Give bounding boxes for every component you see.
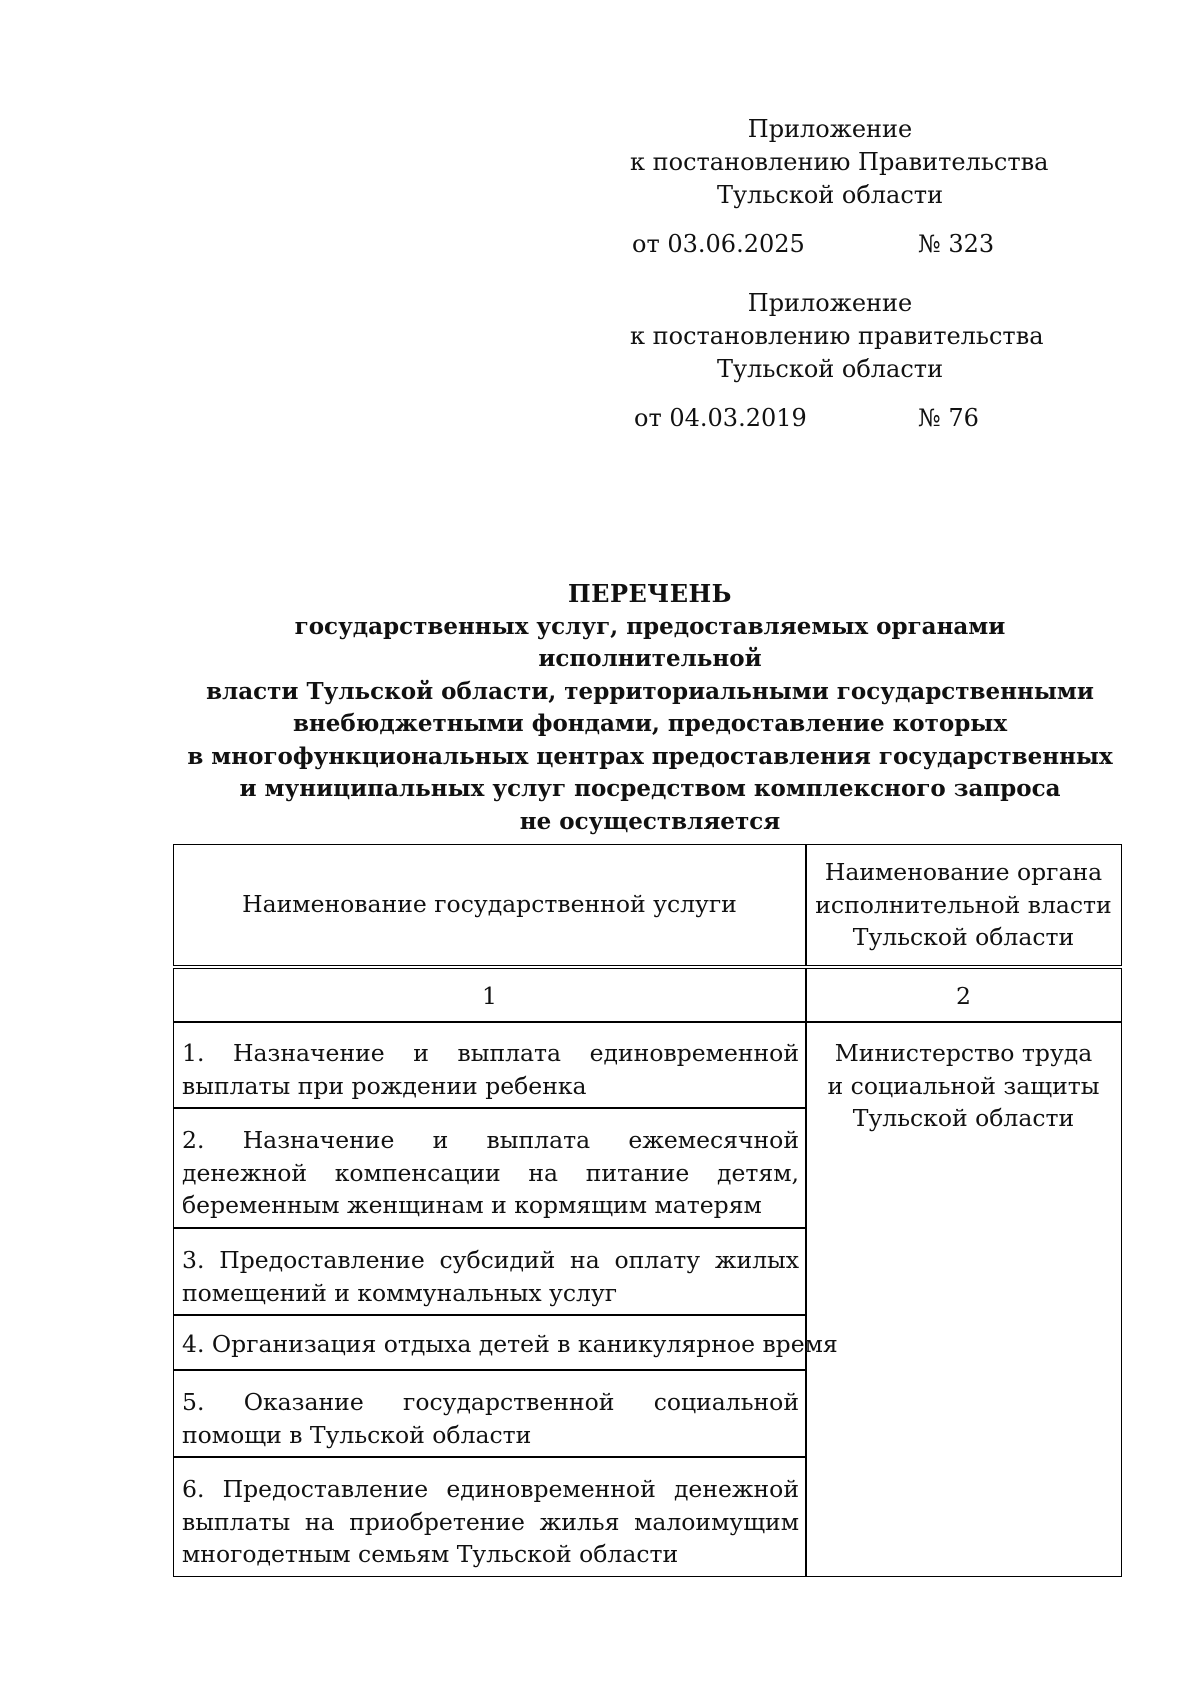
authority-line1: Министерство труда xyxy=(834,1039,1093,1067)
row-5-border xyxy=(173,1456,806,1458)
row-2-border xyxy=(173,1227,806,1229)
appendix-current-heading xyxy=(630,113,1049,212)
appendix-original-line2: к постановлению правительства xyxy=(630,322,1044,350)
appendix-current-line1: Приложение xyxy=(747,115,913,143)
title-line-1: государственных услуг, предоставляемых органами исполнительной xyxy=(294,612,1006,672)
service-row-6: 6. Предоставление единовременной денежной выплаты на приобретение жилья малоимущим многодетным семьям Тульской области xyxy=(182,1475,799,1568)
service-row-2: 2. Назначение и выплата ежемесячной денежной компенсации на питание детям, беременным женщинам и кормящим матерям xyxy=(182,1126,799,1219)
title-line-5: и муниципальных услуг посредством комплексного запроса xyxy=(239,775,1061,802)
title-line-2: власти Тульской области, территориальными государственными xyxy=(206,677,1094,705)
authority-line2: и социальной защиты xyxy=(827,1071,1100,1100)
title-line-3: внебюджетными фондами, предоставление которых xyxy=(292,710,1008,737)
title-heading: ПЕРЕЧЕНЬ xyxy=(568,579,732,608)
appendix-original-line3: Тульской области xyxy=(716,355,944,383)
appendix-current-number: № 323 xyxy=(918,230,995,258)
title-line-6: не осуществляется xyxy=(519,807,781,835)
appendix-original-heading xyxy=(630,287,1044,386)
row-1-border xyxy=(173,1107,806,1109)
appendix-original-line1: Приложение xyxy=(747,289,913,317)
row-4-border xyxy=(173,1369,806,1371)
header-service-name: Наименование государственной услуги xyxy=(242,890,737,918)
appendix-current-line2: к постановлению Правительства xyxy=(630,148,1049,176)
service-row-3: 3. Предоставление субсидий на оплату жилых помещений и коммунальных услуг xyxy=(182,1246,799,1307)
header-authority-name xyxy=(806,856,1121,954)
service-row-5: 5. Оказание государственной социальной помощи в Тульской области xyxy=(182,1388,799,1449)
document-title xyxy=(180,578,1120,838)
authority-name xyxy=(806,1037,1121,1135)
header-authority-line1: Наименование органа xyxy=(824,858,1103,886)
header-authority-line3: Тульской области xyxy=(852,923,1075,951)
column-number-2: 2 xyxy=(956,982,971,1010)
appendix-current-line3: Тульской области xyxy=(716,181,944,209)
column-number-1: 1 xyxy=(482,982,497,1010)
service-row-1: 1. Назначение и выплата единовременной выплаты при рождении ребенка xyxy=(182,1039,799,1100)
header-authority-line2: исполнительной власти xyxy=(815,890,1112,919)
appendix-original-number: № 76 xyxy=(918,404,979,432)
row-3-border xyxy=(173,1314,806,1316)
appendix-current-date: от 03.06.2025 xyxy=(632,230,805,258)
authority-line3: Тульской области xyxy=(852,1104,1075,1132)
column-numbers-row-border xyxy=(173,1021,1122,1023)
appendix-original-date: от 04.03.2019 xyxy=(634,404,807,432)
service-row-4: 4. Организация отдыха детей в каникулярное время xyxy=(182,1330,838,1358)
title-line-4: в многофункциональных центрах предоставления государственных xyxy=(187,742,1113,770)
